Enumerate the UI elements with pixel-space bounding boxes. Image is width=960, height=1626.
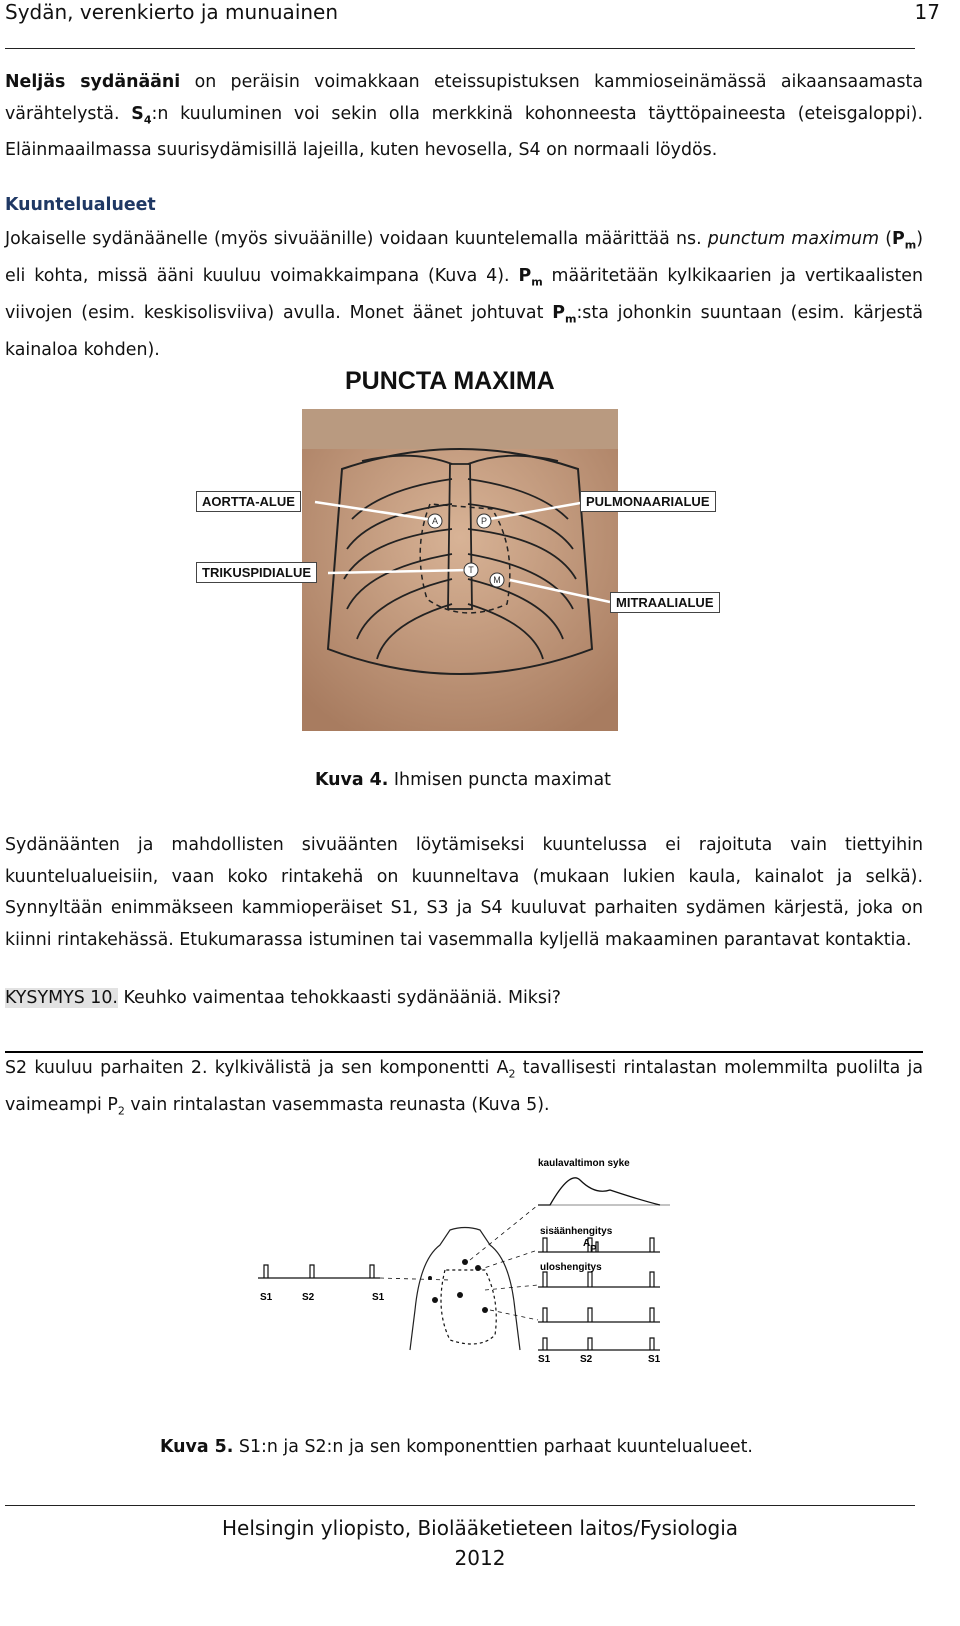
figure5-diagram [250,1150,710,1370]
question-10: KYSYMYS 10. Keuhko vaimentaa tehokkaasti sydänääniä. Miksi? [5,988,561,1008]
p-label: P [590,1244,597,1255]
footer-institution: Helsingin yliopisto, Biolääketieteen laitos/Fysiologia [221,1516,739,1540]
label-trikuspidi: TRIKUSPIDIALUE [196,562,317,583]
point-m: M [493,575,501,585]
point-a: A [431,516,439,526]
intro-term: Neljäs sydänääni [5,72,181,92]
s2-right: S2 [580,1354,593,1365]
carotid-label: kaulavaltimon syke [538,1158,630,1169]
label-aortta: AORTTA-ALUE [196,491,301,512]
footer-year: 2012 [454,1546,506,1570]
intro-text-1: on peräisin voimakkaan eteissupistuksen kammioseinämässä aikaansaamasta värähtelystä. [5,72,923,124]
question-label: KYSYMYS 10. [5,988,118,1008]
section-heading: Kuuntelualueet [5,195,156,215]
punctum-paragraph: Jokaiselle sydänäänelle (myös sivuäänille) voidaan kuuntelemalla määrittää ns. punctum maximum $(P_m)$ eli kohta, missä ääni kuuluu voimakkaimpana (Kuva 4). $P_m$ määritetään kylkikaarien ja vertikaalisten viivojen (esim. keskisolisviiva) avulla. Monet äänet johtuvat $P_m:sta$ johonkin suuntaan (esim. kärjestä kainaloa kohden). [5,229,923,360]
s1-right-2: S1 [648,1354,661,1365]
figure4-title: PUNCTA MAXIMA [345,367,555,395]
footer-rule [5,1505,915,1506]
s2-left: S2 [302,1292,315,1303]
running-header-title: Sydän, verenkierto ja munuainen [5,0,339,24]
s4-symbol: $S_4$ [131,103,152,126]
auscultation-paragraph: Sydänäänten ja mahdollisten sivuäänten löytämiseksi kuuntelussa ei rajoituta vain tiettyihin kuuntelualueisiin, vaan koko rintakehä on kuunneltava (mukaan lukien kaula, kainalot ja selkä). Synnyltään enimmäkseen kammioperäiset S1, S3 ja S4 kuuluvat parhaiten sydämen kärjestä, joka on kiinni rintakehässä. Etukumarassa istuminen tai vasemmalla kyljellä makaaminen parantavat kontaktia. [5,835,923,950]
label-pulmonaari: PULMONAARIALUE [580,491,716,512]
intro-text-2: :n kuuluminen voi sekin olla merkkinä kohonneesta täyttöpaineesta (eteisgaloppi). Eläinmaailmassa suurisydämisillä lajeilla, kuten hevosella, S4 on normaali löydös. [5,103,923,161]
s1-right: S1 [538,1354,551,1365]
s2-paragraph: S2 kuuluu parhaiten 2. kylkivälistä ja sen komponentti $A_2$ tavallisesti rintalastan molemmilta puolilta ja vaimeampi $P_2$ vain rintalastan vasemmasta reunasta (Kuva 5). [5,1058,923,1118]
figure4-caption: Kuva 4. Ihmisen puncta maximat [315,770,611,790]
s1-left-2: S1 [372,1292,385,1303]
figure4-leader-lines [0,0,960,800]
s1-left: S1 [260,1292,273,1303]
a-label: A [583,1238,591,1249]
label-mitraali: MITRAALIALUE [610,592,720,613]
inspiration-label: sisäänhengitys [540,1226,613,1237]
page-number: 17 [914,0,940,24]
figure5-caption: Kuva 5. S1:n ja S2:n ja sen komponenttien parhaat kuuntelualueet. [160,1437,753,1457]
expiration-label: uloshengitys [540,1262,602,1273]
point-t: T [468,565,474,575]
point-p: P [480,516,488,526]
punctum-term: punctum maximum [707,229,880,249]
